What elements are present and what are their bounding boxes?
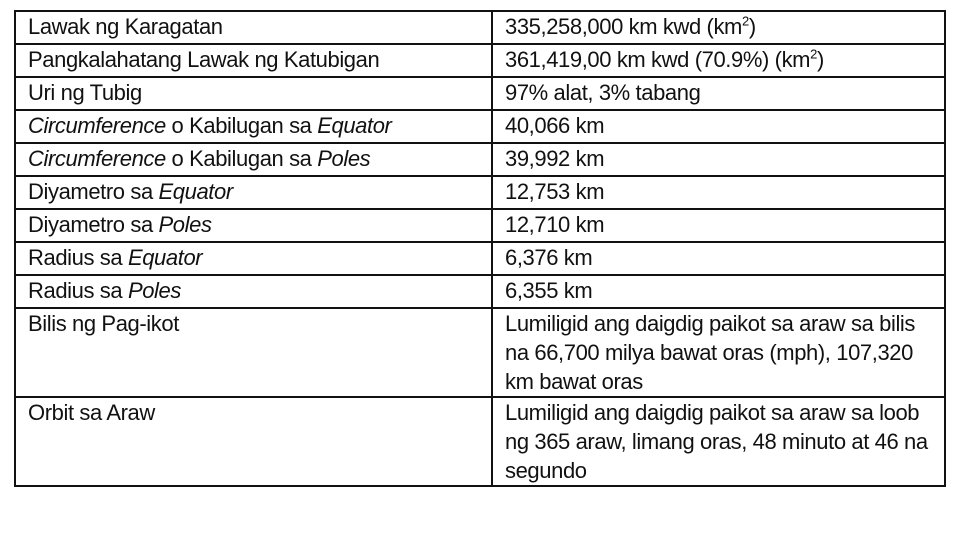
row-label: Diyametro sa Poles [15,209,492,242]
row-label: Diyametro sa Equator [15,176,492,209]
row-value: 97% alat, 3% tabang [492,77,945,110]
row-value: 12,710 km [492,209,945,242]
row-label: Pangkalahatang Lawak ng Katubigan [15,44,492,77]
row-value: Lumiligid ang daigdig paikot sa araw sa bilis na 66,700 milya bawat oras (mph), 107,320 km bawat oras [492,308,945,397]
row-value: 335,258,000 km kwd $(km^2)$ [492,11,945,44]
row-value: 12,753 km [492,176,945,209]
row-label: Bilis ng Pag-ikot [15,308,492,397]
earth-facts-table [14,10,946,487]
table-row [15,110,945,143]
row-value: 6,355 km [492,275,945,308]
row-value: 39,992 km [492,143,945,176]
row-label: Circumference o Kabilugan sa Poles [15,143,492,176]
table-row [15,176,945,209]
row-label: Uri ng Tubig [15,77,492,110]
row-label: Radius sa Poles [15,275,492,308]
table-row [15,308,945,397]
table-row [15,44,945,77]
row-label: Orbit sa Araw [15,397,492,486]
table-row [15,397,945,486]
row-value: Lumiligid ang daigdig paikot sa araw sa loob ng 365 araw, limang oras, 48 minuto at 46 na segundo [492,397,945,486]
row-label: Lawak ng Karagatan [15,11,492,44]
row-value: 361,419,00 km kwd (70.9%) $(km^2)$ [492,44,945,77]
row-label: Circumference o Kabilugan sa Equator [15,110,492,143]
table-row [15,242,945,275]
row-value: 6,376 km [492,242,945,275]
row-label: Radius sa Equator [15,242,492,275]
table-row [15,143,945,176]
row-value: 40,066 km [492,110,945,143]
table-row [15,77,945,110]
table-row [15,275,945,308]
table-row [15,209,945,242]
table-row [15,11,945,44]
